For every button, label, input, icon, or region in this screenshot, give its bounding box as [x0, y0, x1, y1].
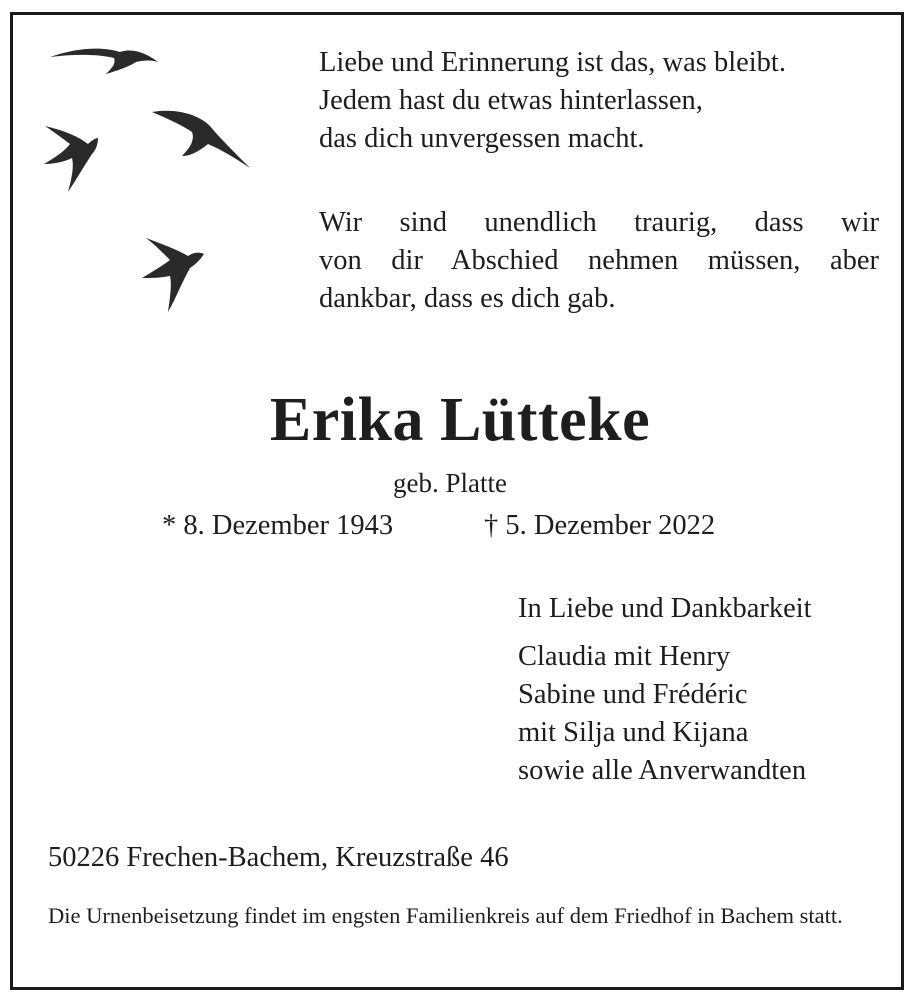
- deceased-name: Erika Lütteke: [269, 386, 651, 454]
- poem-stanza-2: [319, 204, 879, 318]
- mourners-block: [518, 590, 812, 790]
- poem-stanza-1: [319, 44, 879, 158]
- poem-line: Wir sind unendlich traurig, dass wir: [319, 207, 879, 238]
- poem-line: dankbar, dass es dich gab.: [319, 283, 616, 314]
- mourner-name: Sabine und Frédéric: [518, 679, 748, 710]
- poem-line: von dir Abschied nehmen müssen, aber: [319, 245, 879, 276]
- mourner-name: mit Silja und Kijana: [518, 717, 749, 748]
- mourner-name: Claudia mit Henry: [518, 641, 731, 672]
- poem-line: Jedem hast du etwas hinterlassen,: [319, 85, 703, 116]
- family-address: 50226 Frechen-Bachem, Kreuzstraße 46: [48, 842, 509, 873]
- maiden-name: geb. Platte: [393, 468, 507, 498]
- death-date: † 5. Dezember 2022: [484, 510, 716, 541]
- swallow-icon: [44, 126, 98, 192]
- swallow-icon: [152, 111, 250, 168]
- mourner-name: sowie alle Anverwandten: [518, 755, 807, 786]
- swallow-icon: [50, 49, 158, 74]
- poem-line: das dich unvergessen macht.: [319, 123, 645, 154]
- flying-swallows-icon: [40, 40, 270, 330]
- mourners-intro: In Liebe und Dankbarkeit: [518, 593, 812, 624]
- life-dates: [162, 510, 716, 542]
- swallow-icon: [142, 238, 204, 312]
- birth-date: * 8. Dezember 1943: [162, 510, 394, 541]
- burial-note: Die Urnenbeisetzung findet im engsten Familienkreis auf dem Friedhof in Bachem statt.: [48, 903, 843, 928]
- poem-line: Liebe und Erinnerung ist das, was bleibt.: [319, 47, 786, 78]
